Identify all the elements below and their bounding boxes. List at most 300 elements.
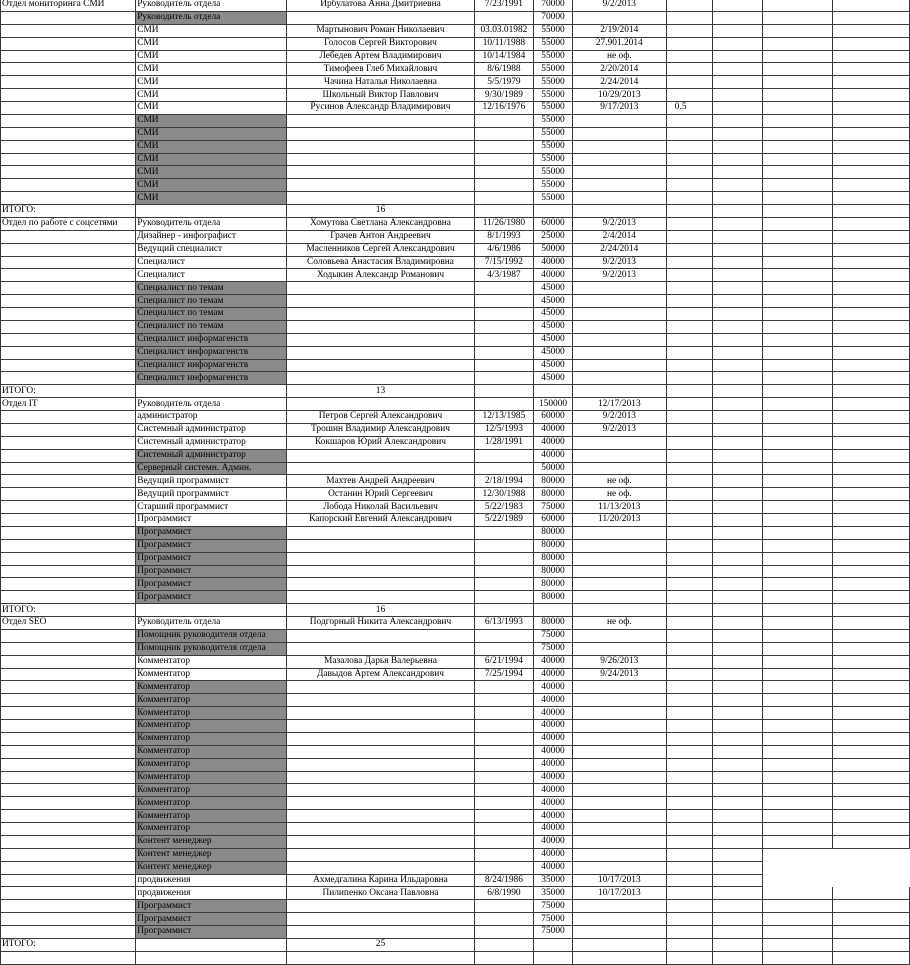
position-cell[interactable]: СМИ	[136, 76, 287, 89]
salary-cell[interactable]: 55000	[534, 153, 573, 166]
rate-cell[interactable]	[666, 694, 712, 707]
employment-date-cell[interactable]: 9/2/2013	[572, 423, 666, 436]
birth-date-cell[interactable]: 1/28/1991	[474, 436, 534, 449]
birth-date-cell[interactable]	[474, 539, 534, 552]
rate-cell[interactable]	[666, 205, 712, 218]
salary-cell[interactable]: 40000	[534, 745, 573, 758]
department-cell[interactable]	[1, 37, 136, 50]
employee-name-cell[interactable]: Трошин Владимир Александрович	[287, 423, 474, 436]
empty-cell[interactable]	[712, 140, 763, 153]
empty-cell[interactable]	[712, 282, 763, 295]
rate-cell[interactable]: 0.5	[666, 102, 712, 115]
employee-name-cell[interactable]	[287, 449, 474, 462]
position-cell[interactable]: Специалист информагенств	[136, 359, 287, 372]
employee-name-cell[interactable]	[287, 114, 474, 127]
position-cell[interactable]: Специалист информагенств	[136, 372, 287, 385]
empty-cell[interactable]	[763, 411, 833, 424]
empty-cell[interactable]	[712, 102, 763, 115]
position-cell[interactable]: администратор	[136, 411, 287, 424]
employee-name-cell[interactable]	[287, 166, 474, 179]
empty-cell[interactable]	[712, 823, 763, 836]
empty-cell[interactable]	[833, 11, 910, 24]
position-cell[interactable]: Специалист информагенств	[136, 346, 287, 359]
position-cell[interactable]: Комментатор	[136, 745, 287, 758]
department-cell[interactable]	[1, 140, 136, 153]
empty-cell[interactable]	[712, 514, 763, 527]
empty-cell[interactable]	[833, 668, 910, 681]
empty-cell[interactable]	[712, 874, 763, 887]
rate-cell[interactable]	[666, 346, 712, 359]
employment-date-cell[interactable]: 2/20/2014	[572, 63, 666, 76]
empty-cell[interactable]	[712, 436, 763, 449]
position-cell[interactable]: Ведущий специалист	[136, 243, 287, 256]
employment-date-cell[interactable]	[572, 565, 666, 578]
empty-cell[interactable]	[763, 11, 833, 24]
employment-date-cell[interactable]: 9/2/2013	[572, 0, 666, 11]
birth-date-cell[interactable]	[474, 282, 534, 295]
empty-cell[interactable]	[833, 797, 910, 810]
empty-cell[interactable]	[712, 153, 763, 166]
salary-cell[interactable]: 80000	[534, 539, 573, 552]
empty-cell[interactable]	[712, 797, 763, 810]
department-cell[interactable]: ИТОГО:	[1, 385, 136, 398]
employment-date-cell[interactable]	[572, 707, 666, 720]
empty-cell[interactable]	[712, 771, 763, 784]
empty-cell[interactable]	[712, 887, 763, 900]
department-cell[interactable]	[1, 707, 136, 720]
rate-cell[interactable]	[666, 951, 712, 964]
salary-cell[interactable]: 80000	[534, 475, 573, 488]
employment-date-cell[interactable]	[572, 205, 666, 218]
position-cell[interactable]: Программист	[136, 565, 287, 578]
empty-cell[interactable]	[712, 913, 763, 926]
empty-cell[interactable]	[712, 810, 763, 823]
rate-cell[interactable]	[666, 797, 712, 810]
empty-cell[interactable]	[833, 900, 910, 913]
empty-cell[interactable]	[833, 166, 910, 179]
department-cell[interactable]	[1, 591, 136, 604]
employment-date-cell[interactable]	[572, 192, 666, 205]
position-cell[interactable]: Комментатор	[136, 694, 287, 707]
empty-cell[interactable]	[763, 282, 833, 295]
department-cell[interactable]	[1, 114, 136, 127]
empty-cell[interactable]	[833, 76, 910, 89]
position-cell[interactable]	[136, 604, 287, 617]
empty-cell[interactable]	[763, 372, 833, 385]
rate-cell[interactable]	[666, 887, 712, 900]
position-cell[interactable]: Комментатор	[136, 720, 287, 733]
salary-cell[interactable]: 40000	[534, 681, 573, 694]
employment-date-cell[interactable]	[572, 629, 666, 642]
employee-name-cell[interactable]	[287, 11, 474, 24]
salary-cell[interactable]: 40000	[534, 848, 573, 861]
position-cell[interactable]: Руководитель отдела	[136, 217, 287, 230]
position-cell[interactable]: Комментатор	[136, 707, 287, 720]
empty-cell[interactable]	[712, 784, 763, 797]
position-cell[interactable]: Комментатор	[136, 668, 287, 681]
empty-cell[interactable]	[763, 887, 833, 900]
department-cell[interactable]	[1, 449, 136, 462]
position-cell[interactable]: СМИ	[136, 50, 287, 63]
empty-cell[interactable]	[833, 282, 910, 295]
department-cell[interactable]	[1, 166, 136, 179]
empty-cell[interactable]	[712, 295, 763, 308]
empty-cell[interactable]	[712, 333, 763, 346]
birth-date-cell[interactable]: 4/6/1986	[474, 243, 534, 256]
rate-cell[interactable]	[666, 230, 712, 243]
empty-cell[interactable]	[763, 642, 833, 655]
empty-cell[interactable]	[833, 89, 910, 102]
department-cell[interactable]	[1, 758, 136, 771]
position-cell[interactable]: СМИ	[136, 37, 287, 50]
department-cell[interactable]	[1, 11, 136, 24]
position-cell[interactable]: Программист	[136, 578, 287, 591]
employee-name-cell[interactable]	[287, 900, 474, 913]
empty-cell[interactable]	[833, 539, 910, 552]
empty-cell[interactable]	[763, 784, 833, 797]
employment-date-cell[interactable]	[572, 539, 666, 552]
rate-cell[interactable]	[666, 37, 712, 50]
empty-cell[interactable]	[712, 449, 763, 462]
employee-name-cell[interactable]	[287, 359, 474, 372]
birth-date-cell[interactable]: 9/30/1989	[474, 89, 534, 102]
salary-cell[interactable]: 40000	[534, 256, 573, 269]
birth-date-cell[interactable]	[474, 205, 534, 218]
empty-cell[interactable]	[712, 591, 763, 604]
position-cell[interactable]: продвижения	[136, 874, 287, 887]
birth-date-cell[interactable]	[474, 114, 534, 127]
department-cell[interactable]	[1, 835, 136, 848]
employment-date-cell[interactable]	[572, 346, 666, 359]
empty-cell[interactable]	[833, 938, 910, 951]
employee-name-cell[interactable]: Масленников Сергей Александрович	[287, 243, 474, 256]
empty-cell[interactable]	[712, 230, 763, 243]
empty-cell[interactable]	[712, 37, 763, 50]
rate-cell[interactable]	[666, 591, 712, 604]
rate-cell[interactable]	[666, 256, 712, 269]
rate-cell[interactable]	[666, 76, 712, 89]
salary-cell[interactable]: 45000	[534, 359, 573, 372]
employee-name-cell[interactable]: Голосов Сергей Викторович	[287, 37, 474, 50]
employment-date-cell[interactable]	[572, 642, 666, 655]
empty-cell[interactable]	[763, 385, 833, 398]
rate-cell[interactable]	[666, 217, 712, 230]
employee-name-cell[interactable]: Мартынович Роман Николаевич	[287, 24, 474, 37]
employee-name-cell[interactable]	[287, 295, 474, 308]
employment-date-cell[interactable]	[572, 320, 666, 333]
employment-date-cell[interactable]	[572, 823, 666, 836]
position-cell[interactable]: Специалист по темам	[136, 295, 287, 308]
empty-cell[interactable]	[763, 192, 833, 205]
salary-cell[interactable]: 150000	[534, 398, 573, 411]
employment-date-cell[interactable]: 27.901.2014	[572, 37, 666, 50]
birth-date-cell[interactable]	[474, 320, 534, 333]
empty-cell[interactable]	[712, 411, 763, 424]
employee-name-cell[interactable]	[287, 642, 474, 655]
employment-date-cell[interactable]: 11/13/2013	[572, 501, 666, 514]
empty-cell[interactable]	[712, 89, 763, 102]
employment-date-cell[interactable]: не оф.	[572, 475, 666, 488]
department-cell[interactable]	[1, 526, 136, 539]
empty-cell[interactable]	[833, 449, 910, 462]
rate-cell[interactable]	[666, 732, 712, 745]
rate-cell[interactable]	[666, 617, 712, 630]
salary-cell[interactable]: 55000	[534, 127, 573, 140]
birth-date-cell[interactable]	[474, 295, 534, 308]
empty-cell[interactable]	[712, 835, 763, 848]
position-cell[interactable]: Системный администратор	[136, 449, 287, 462]
empty-cell[interactable]	[833, 578, 910, 591]
birth-date-cell[interactable]: 6/13/1993	[474, 617, 534, 630]
empty-cell[interactable]	[833, 50, 910, 63]
empty-cell[interactable]	[712, 217, 763, 230]
employee-name-cell[interactable]: Махтев Андрей Андреевич	[287, 475, 474, 488]
department-cell[interactable]	[1, 694, 136, 707]
employment-date-cell[interactable]	[572, 810, 666, 823]
birth-date-cell[interactable]: 6/21/1994	[474, 655, 534, 668]
rate-cell[interactable]	[666, 385, 712, 398]
employee-name-cell[interactable]	[287, 848, 474, 861]
empty-cell[interactable]	[763, 436, 833, 449]
department-cell[interactable]	[1, 745, 136, 758]
position-cell[interactable]: Ведущий программист	[136, 475, 287, 488]
birth-date-cell[interactable]: 4/3/1987	[474, 269, 534, 282]
empty-cell[interactable]	[712, 462, 763, 475]
position-cell[interactable]: Руководитель отдела	[136, 617, 287, 630]
position-cell[interactable]: Комментатор	[136, 655, 287, 668]
rate-cell[interactable]	[666, 655, 712, 668]
birth-date-cell[interactable]	[474, 526, 534, 539]
rate-cell[interactable]	[666, 462, 712, 475]
position-cell[interactable]: Комментатор	[136, 810, 287, 823]
rate-cell[interactable]	[666, 771, 712, 784]
employee-name-cell[interactable]	[287, 758, 474, 771]
empty-cell[interactable]	[833, 0, 910, 11]
rate-cell[interactable]	[666, 320, 712, 333]
salary-cell[interactable]: 40000	[534, 861, 573, 874]
empty-cell[interactable]	[712, 63, 763, 76]
birth-date-cell[interactable]	[474, 797, 534, 810]
salary-cell[interactable]: 40000	[534, 732, 573, 745]
employee-name-cell[interactable]	[287, 784, 474, 797]
department-cell[interactable]: Отдел SEO	[1, 617, 136, 630]
department-cell[interactable]	[1, 346, 136, 359]
empty-cell[interactable]	[763, 37, 833, 50]
rate-cell[interactable]	[666, 359, 712, 372]
empty-cell[interactable]	[712, 127, 763, 140]
employee-name-cell[interactable]	[287, 192, 474, 205]
empty-cell[interactable]	[833, 835, 910, 848]
employment-date-cell[interactable]	[572, 745, 666, 758]
salary-cell[interactable]: 45000	[534, 282, 573, 295]
birth-date-cell[interactable]	[474, 179, 534, 192]
salary-cell[interactable]: 45000	[534, 333, 573, 346]
employment-date-cell[interactable]	[572, 604, 666, 617]
employment-date-cell[interactable]	[572, 938, 666, 951]
rate-cell[interactable]	[666, 372, 712, 385]
birth-date-cell[interactable]	[474, 462, 534, 475]
salary-cell[interactable]: 80000	[534, 488, 573, 501]
department-cell[interactable]	[1, 320, 136, 333]
position-cell[interactable]: СМИ	[136, 153, 287, 166]
empty-cell[interactable]	[833, 732, 910, 745]
empty-cell[interactable]	[712, 346, 763, 359]
empty-cell[interactable]	[763, 526, 833, 539]
rate-cell[interactable]	[666, 552, 712, 565]
employment-date-cell[interactable]	[572, 732, 666, 745]
empty-cell[interactable]	[712, 707, 763, 720]
department-cell[interactable]	[1, 488, 136, 501]
position-cell[interactable]: Комментатор	[136, 797, 287, 810]
empty-cell[interactable]	[712, 398, 763, 411]
position-cell[interactable]: Программист	[136, 514, 287, 527]
salary-cell[interactable]: 55000	[534, 114, 573, 127]
rate-cell[interactable]	[666, 475, 712, 488]
empty-cell[interactable]	[763, 449, 833, 462]
birth-date-cell[interactable]: 8/1/1993	[474, 230, 534, 243]
position-cell[interactable]: Руководитель отдела	[136, 11, 287, 24]
empty-cell[interactable]	[833, 385, 910, 398]
employee-name-cell[interactable]	[287, 153, 474, 166]
salary-cell[interactable]: 40000	[534, 449, 573, 462]
department-cell[interactable]	[1, 629, 136, 642]
rate-cell[interactable]	[666, 50, 712, 63]
employment-date-cell[interactable]	[572, 784, 666, 797]
position-cell[interactable]: Специалист	[136, 269, 287, 282]
empty-cell[interactable]	[833, 320, 910, 333]
employee-name-cell[interactable]: Капорский Евгений Александрович	[287, 514, 474, 527]
empty-cell[interactable]	[833, 552, 910, 565]
empty-cell[interactable]	[763, 76, 833, 89]
birth-date-cell[interactable]: 8/6/1988	[474, 63, 534, 76]
rate-cell[interactable]	[666, 269, 712, 282]
department-cell[interactable]	[1, 256, 136, 269]
position-cell[interactable]: Комментатор	[136, 784, 287, 797]
employee-name-cell[interactable]	[287, 861, 474, 874]
birth-date-cell[interactable]	[474, 681, 534, 694]
rate-cell[interactable]	[666, 900, 712, 913]
salary-cell[interactable]: 55000	[534, 192, 573, 205]
position-cell[interactable]: СМИ	[136, 114, 287, 127]
salary-cell[interactable]: 35000	[534, 874, 573, 887]
salary-cell[interactable]: 75000	[534, 926, 573, 939]
birth-date-cell[interactable]	[474, 938, 534, 951]
empty-cell[interactable]	[833, 423, 910, 436]
employee-name-cell[interactable]	[287, 578, 474, 591]
birth-date-cell[interactable]	[474, 372, 534, 385]
empty-cell[interactable]	[833, 114, 910, 127]
empty-cell[interactable]	[763, 50, 833, 63]
salary-cell[interactable]: 40000	[534, 720, 573, 733]
birth-date-cell[interactable]	[474, 951, 534, 964]
employment-date-cell[interactable]: 10/17/2013	[572, 887, 666, 900]
salary-cell[interactable]: 75000	[534, 900, 573, 913]
birth-date-cell[interactable]	[474, 140, 534, 153]
salary-cell[interactable]: 50000	[534, 243, 573, 256]
empty-cell[interactable]	[763, 720, 833, 733]
position-cell[interactable]: Специалист	[136, 256, 287, 269]
empty-cell[interactable]	[712, 50, 763, 63]
empty-cell[interactable]	[833, 308, 910, 321]
department-cell[interactable]: ИТОГО:	[1, 205, 136, 218]
salary-cell[interactable]: 40000	[534, 655, 573, 668]
position-cell[interactable]: Программист	[136, 913, 287, 926]
employment-date-cell[interactable]	[572, 913, 666, 926]
birth-date-cell[interactable]	[474, 745, 534, 758]
employee-name-cell[interactable]	[287, 591, 474, 604]
employment-date-cell[interactable]: 9/2/2013	[572, 269, 666, 282]
empty-cell[interactable]	[833, 784, 910, 797]
salary-cell[interactable]: 80000	[534, 578, 573, 591]
salary-cell[interactable]: 80000	[534, 617, 573, 630]
empty-cell[interactable]	[833, 37, 910, 50]
empty-cell[interactable]	[763, 127, 833, 140]
empty-cell[interactable]	[763, 398, 833, 411]
empty-cell[interactable]	[763, 166, 833, 179]
employment-date-cell[interactable]	[572, 333, 666, 346]
rate-cell[interactable]	[666, 848, 712, 861]
employment-date-cell[interactable]: 10/17/2013	[572, 874, 666, 887]
department-cell[interactable]	[1, 89, 136, 102]
salary-cell[interactable]: 40000	[534, 823, 573, 836]
employment-date-cell[interactable]	[572, 179, 666, 192]
department-cell[interactable]	[1, 810, 136, 823]
salary-cell[interactable]: 45000	[534, 346, 573, 359]
empty-cell[interactable]	[763, 179, 833, 192]
position-cell[interactable]: Программист	[136, 552, 287, 565]
empty-cell[interactable]	[712, 11, 763, 24]
salary-cell[interactable]: 40000	[534, 436, 573, 449]
position-cell[interactable]: Программист	[136, 591, 287, 604]
department-cell[interactable]	[1, 926, 136, 939]
department-cell[interactable]	[1, 578, 136, 591]
employee-name-cell[interactable]	[287, 539, 474, 552]
employee-name-cell[interactable]	[287, 745, 474, 758]
birth-date-cell[interactable]: 03.03.01982	[474, 24, 534, 37]
empty-cell[interactable]	[763, 475, 833, 488]
empty-cell[interactable]	[763, 423, 833, 436]
salary-cell[interactable]: 40000	[534, 423, 573, 436]
birth-date-cell[interactable]	[474, 732, 534, 745]
department-cell[interactable]	[1, 797, 136, 810]
empty-cell[interactable]	[712, 604, 763, 617]
department-cell[interactable]	[1, 230, 136, 243]
employment-date-cell[interactable]: не оф.	[572, 488, 666, 501]
position-cell[interactable]: Помощник руководителя отдела	[136, 642, 287, 655]
department-cell[interactable]	[1, 784, 136, 797]
empty-cell[interactable]	[712, 269, 763, 282]
empty-cell[interactable]	[833, 179, 910, 192]
department-cell[interactable]	[1, 308, 136, 321]
rate-cell[interactable]	[666, 913, 712, 926]
salary-cell[interactable]: 40000	[534, 771, 573, 784]
empty-cell[interactable]	[763, 732, 833, 745]
employment-date-cell[interactable]	[572, 835, 666, 848]
employment-date-cell[interactable]	[572, 926, 666, 939]
employment-date-cell[interactable]	[572, 848, 666, 861]
birth-date-cell[interactable]: 12/30/1988	[474, 488, 534, 501]
position-cell[interactable]: Специалист по темам	[136, 308, 287, 321]
salary-cell[interactable]: 40000	[534, 784, 573, 797]
position-cell[interactable]	[136, 385, 287, 398]
salary-cell[interactable]	[534, 951, 573, 964]
position-cell[interactable]: Программист	[136, 539, 287, 552]
rate-cell[interactable]	[666, 526, 712, 539]
salary-cell[interactable]: 80000	[534, 591, 573, 604]
department-cell[interactable]	[1, 861, 136, 874]
employment-date-cell[interactable]	[572, 951, 666, 964]
employment-date-cell[interactable]: 2/19/2014	[572, 24, 666, 37]
